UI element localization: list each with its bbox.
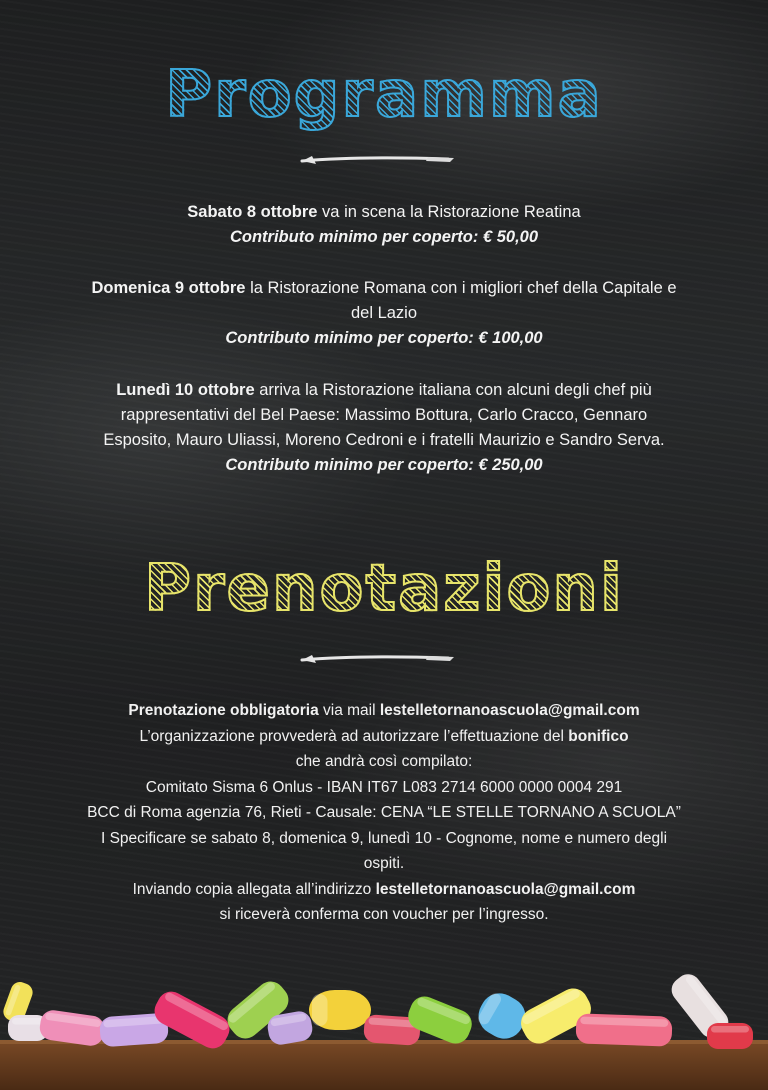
event-sunday [90, 276, 678, 351]
chalk-divider-2 [298, 651, 458, 667]
event-text: la Ristorazione Romana con i migliori chef della Capitale e del Lazio [245, 279, 677, 322]
booking-causale: BCC di Roma agenzia 76, Rieti - Causale: CENA “LE STELLE TORNANO A SCUOLA” I Specificare se sabato 8, domenica 9, lunedì 10 - Cognome, nome e numero degli ospiti. [87, 804, 681, 872]
chalk-pieces-illustration [0, 940, 768, 1090]
booking-org-text: L’organizzazione provvederà ad autorizzare l’effettuazione del [139, 727, 569, 745]
event-text: arriva la Ristorazione italiana con alcuni degli chef più rappresentativi del Bel Paese: Massimo Bottura, Carlo Cracco, Gennaro Esposito, Mauro Uliassi, Moreno Cedroni e i fratelli Maurizio e Sandro Serva. [103, 381, 665, 449]
booking-org-line [84, 724, 684, 750]
booking-bonifico: bonifico [568, 727, 629, 745]
booking-send-line [84, 877, 684, 903]
booking-email-link-2[interactable]: lestelletornanoascuola@gmail.com [375, 880, 636, 898]
booking-required-line [84, 698, 684, 724]
programma-heading: Programma [0, 58, 768, 132]
event-saturday [90, 200, 678, 250]
booking-send-text: Inviando copia allegata all’indirizzo [132, 880, 376, 898]
chalk-piece [576, 1013, 673, 1046]
event-text: va in scena la Ristorazione Reatina [317, 203, 581, 221]
booking-compiled: che andrà così compilato: [295, 753, 473, 770]
event-date: Domenica 9 ottobre [91, 279, 246, 297]
event-date: Sabato 8 ottobre [187, 203, 318, 221]
event-date: Lunedì 10 ottobre [116, 381, 255, 399]
booking-info [84, 698, 684, 928]
booking-via-mail: via mail [318, 702, 380, 719]
event-contribution: Contributo minimo per coperto: € 50,00 [229, 228, 539, 246]
booking-iban: Comitato Sisma 6 Onlus - IBAN IT67 L083 2714 6000 0000 0004 291 [145, 778, 623, 796]
chalk-piece [707, 1023, 753, 1049]
booking-email-link[interactable]: lestelletornanoascuola@gmail.com [379, 702, 640, 719]
chalk-piece [309, 990, 371, 1030]
prenotazioni-heading: Prenotazioni [0, 552, 768, 626]
booking-confirm: si riceverà conferma con voucher per l’ingresso. [219, 906, 549, 923]
event-monday [90, 378, 678, 478]
booking-required-label: Prenotazione obbligatoria [128, 702, 319, 719]
event-contribution: Contributo minimo per coperto: € 100,00 [225, 329, 543, 347]
chalk-divider-1 [298, 152, 458, 168]
event-contribution: Contributo minimo per coperto: € 250,00 [225, 456, 543, 474]
